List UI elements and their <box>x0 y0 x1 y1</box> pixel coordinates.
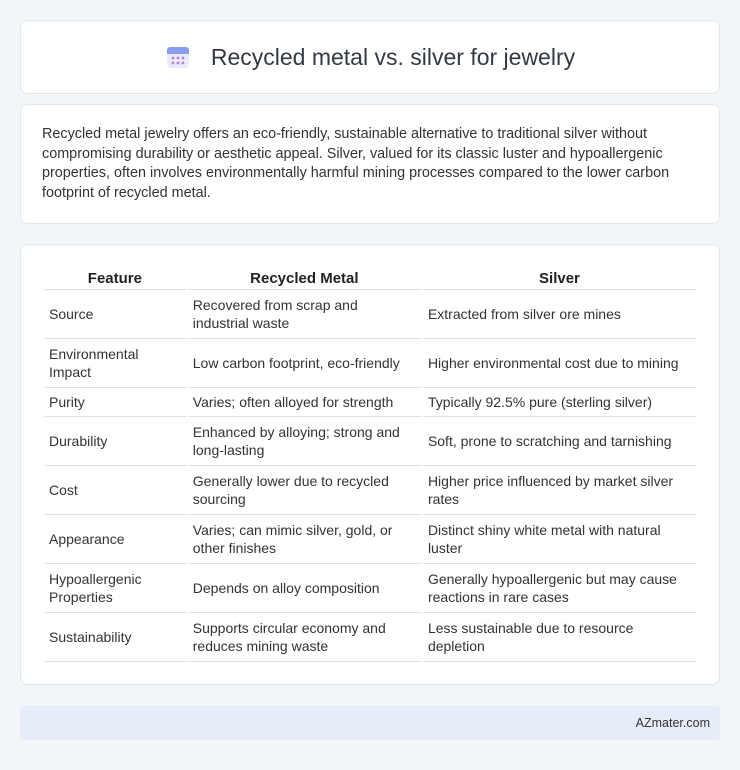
table-row <box>44 339 696 388</box>
table-row <box>44 290 696 339</box>
recycled-metal-cell: Varies; can mimic silver, gold, or other finishes <box>188 515 421 564</box>
feature-cell: Environmental Impact <box>44 339 186 388</box>
recycled-metal-cell: Depends on alloy composition <box>188 564 421 613</box>
table-row <box>44 613 696 662</box>
table-row <box>44 466 696 515</box>
table-row <box>44 515 696 564</box>
recycled-metal-cell: Enhanced by alloying; strong and long-lasting <box>188 417 421 466</box>
silver-cell: Higher environmental cost due to mining <box>423 339 696 388</box>
feature-cell: Cost <box>44 466 186 515</box>
footer-bar <box>20 706 720 740</box>
feature-cell: Sustainability <box>44 613 186 662</box>
silver-cell: Generally hypoallergenic but may cause reactions in rare cases <box>423 564 696 613</box>
silver-cell: Less sustainable due to resource depletion <box>423 613 696 662</box>
feature-cell: Durability <box>44 417 186 466</box>
table-row <box>44 417 696 466</box>
intro-paragraph: Recycled metal jewelry offers an eco-friendly, sustainable alternative to traditional silver without compromising durability or aesthetic appeal. Silver, valued for its classic luster and hypoallergenic properties, often involves environmentally harmful mining processes compared to the lower carbon footprint of recycled metal. <box>42 126 670 201</box>
intro-card <box>20 104 720 224</box>
feature-cell: Appearance <box>44 515 186 564</box>
table-row <box>44 388 696 417</box>
recycled-metal-cell: Generally lower due to recycled sourcing <box>188 466 421 515</box>
comparison-table <box>42 266 698 662</box>
recycled-metal-cell: Supports circular economy and reduces mining waste <box>188 613 421 662</box>
table-row <box>44 564 696 613</box>
recycled-metal-cell: Low carbon footprint, eco-friendly <box>188 339 421 388</box>
title-card <box>20 20 720 94</box>
silver-cell: Distinct shiny white metal with natural luster <box>423 515 696 564</box>
recycled-metal-cell: Recovered from scrap and industrial waste <box>188 290 421 339</box>
header-feature: Feature <box>44 266 186 290</box>
header-recycled-metal: Recycled Metal <box>188 266 421 290</box>
recycled-metal-cell: Varies; often alloyed for strength <box>188 388 421 417</box>
feature-cell: Source <box>44 290 186 339</box>
page-title: Recycled metal vs. silver for jewelry <box>210 43 576 70</box>
calendar-icon <box>165 44 191 70</box>
silver-cell: Typically 92.5% pure (sterling silver) <box>423 388 696 417</box>
feature-cell: Hypoallergenic Properties <box>44 564 186 613</box>
footer-site-name[interactable]: AZmater.com <box>635 716 710 730</box>
silver-cell: Extracted from silver ore mines <box>423 290 696 339</box>
silver-cell: Soft, prone to scratching and tarnishing <box>423 417 696 466</box>
silver-cell: Higher price influenced by market silver rates <box>423 466 696 515</box>
table-header-row <box>44 266 696 290</box>
comparison-table-card <box>20 244 720 685</box>
header-silver: Silver <box>423 266 696 290</box>
feature-cell: Purity <box>44 388 186 417</box>
